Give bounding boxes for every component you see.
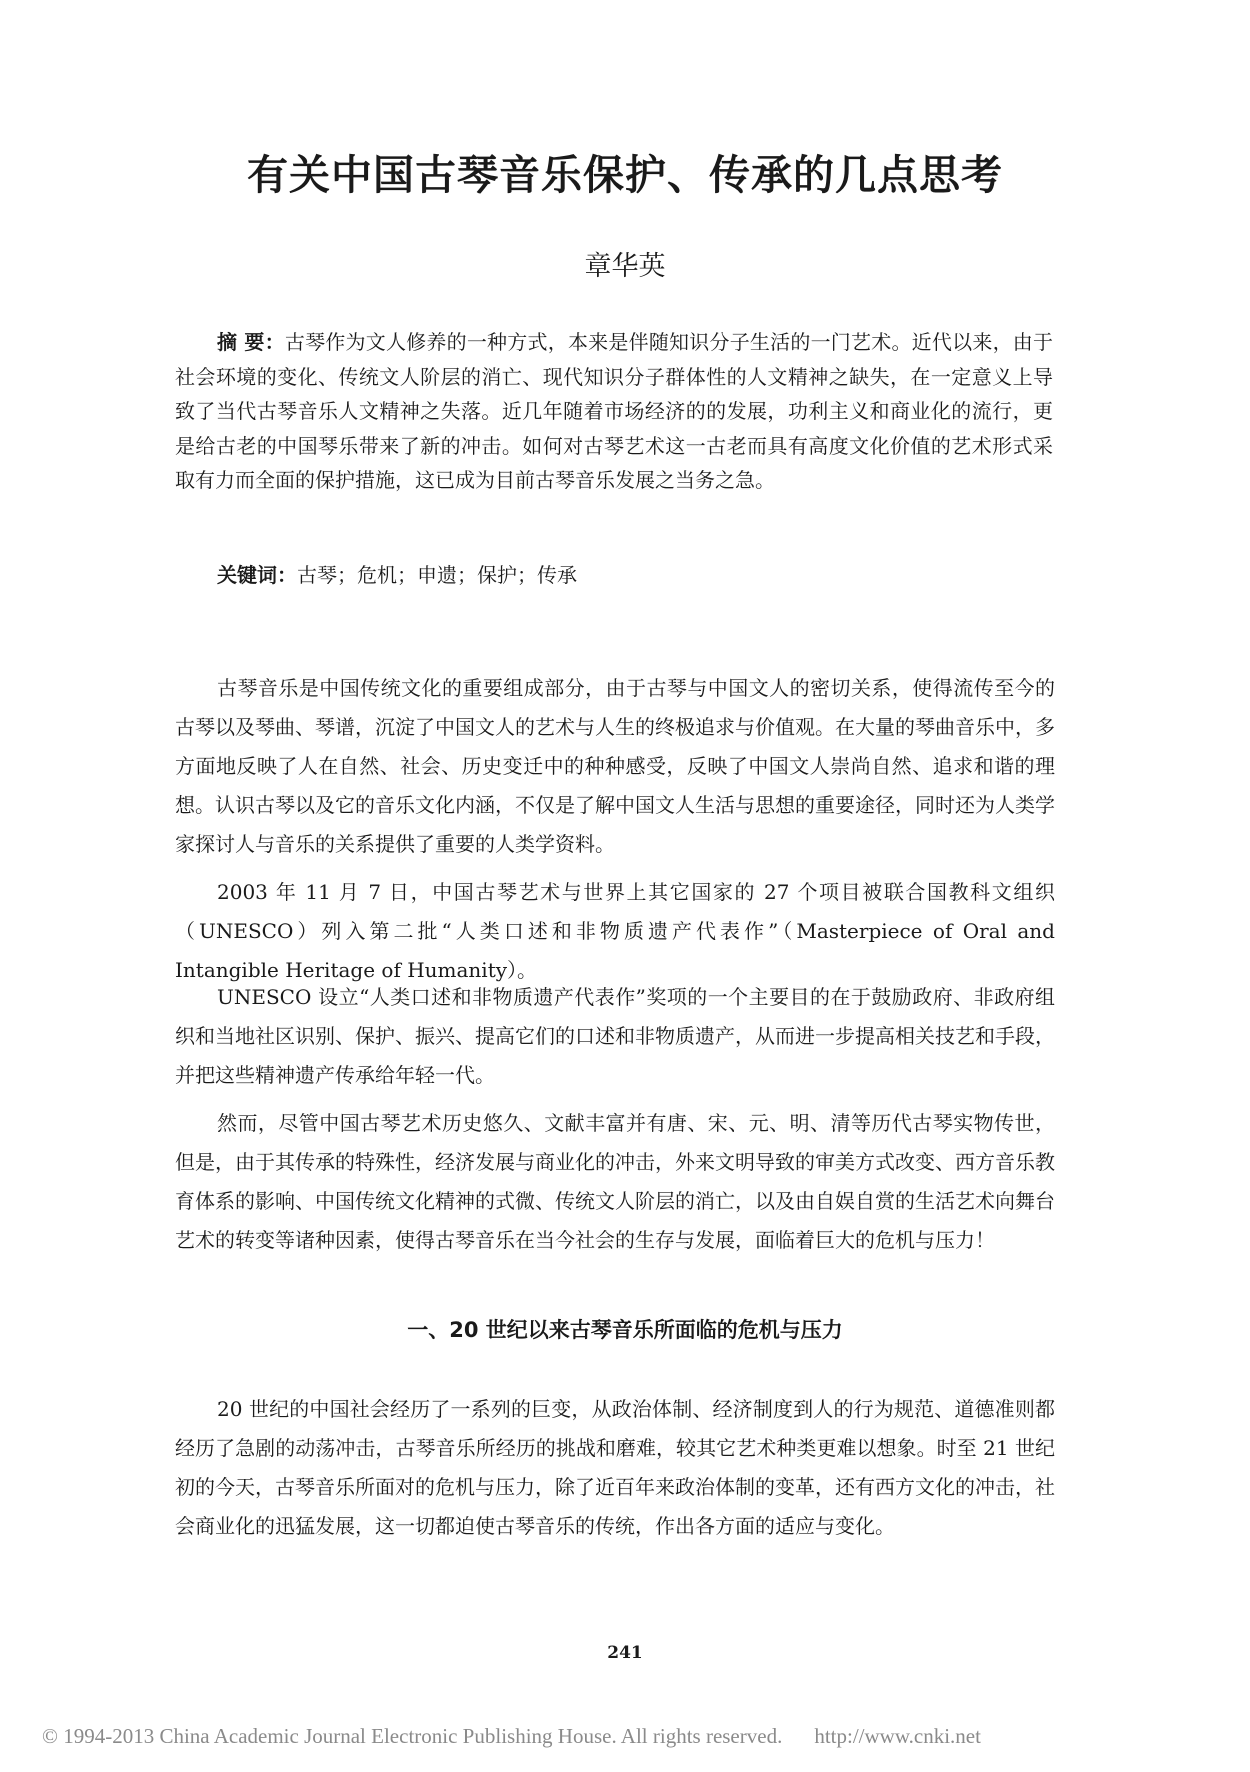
footer-url[interactable]: http://www.cnki.net (814, 1724, 981, 1748)
paper-title: 有关中国古琴音乐保护、传承的几点思考 (247, 151, 1003, 199)
abstract (175, 325, 1053, 498)
abstract-text: 古琴作为文人修养的一种方式，本来是伴随知识分子生活的一门艺术。近代以来，由于社会环境的变化、传统文人阶层的消亡、现代知识分子群体性的人文精神之缺失，在一定意义上导致了当代古琴音乐人文精神之失落。近几年随着市场经济的的发展，功利主义和商业化的流行，更是给古老的中国琴乐带来了新的冲击。如何对古琴艺术这一古老而具有高度文化价值的艺术形式采取有力而全面的保护措施，这已成为目前古琴音乐发展之当务之急。 (175, 330, 1054, 492)
author-name: 章华英 (584, 251, 666, 282)
keywords-label: 关键词： (217, 563, 297, 587)
body-paragraph-5: 20 世纪的中国社会经历了一系列的巨变，从政治体制、经济制度到人的行为规范、道德准则都经历了急剧的动荡冲击，古琴音乐所经历的挑战和磨难，较其它艺术种类更难以想象。时至 21 世纪初的今天，古琴音乐所面对的危机与压力，除了近百年来政治体制的变革，还有西方文化的冲击，社会商业化的迅猛发展，这一切都迫使古琴音乐的传统，作出各方面的适应与变化。 (175, 1397, 1055, 1538)
abstract-label: 摘 要： (217, 330, 285, 354)
footer-copyright: © 1994-2013 China Academic Journal Electronic Publishing House. All rights reserved. (42, 1724, 783, 1748)
keywords-text: 古琴；危机；申遗；保护；传承 (297, 563, 577, 587)
body-paragraph-1: 古琴音乐是中国传统文化的重要组成部分，由于古琴与中国文人的密切关系，使得流传至今的古琴以及琴曲、琴谱，沉淀了中国文人的艺术与人生的终极追求与价值观。在大量的琴曲音乐中，多方面地反映了人在自然、社会、历史变迁中的种种感受，反映了中国文人崇尚自然、追求和谐的理想。认识古琴以及它的音乐文化内涵，不仅是了解中国文人生活与思想的重要途径，同时还为人类学家探讨人与音乐的关系提供了重要的人类学资料。 (175, 676, 1055, 856)
keywords (217, 558, 1053, 592)
footer (42, 1724, 981, 1749)
body-paragraph-2: 2003 年 11 月 7 日，中国古琴艺术与世界上其它国家的 27 个项目被联合国教科文组织（UNESCO）列入第二批“人类口述和非物质遗产代表作”（Masterpiece of Oral and Intangible Heritage of Humanity）。 (175, 880, 1055, 982)
page-number: 241 (607, 1643, 643, 1663)
section-heading: 一、20 世纪以来古琴音乐所面临的危机与压力 (407, 1318, 843, 1342)
body-paragraph-4: 然而，尽管中国古琴艺术历史悠久、文献丰富并有唐、宋、元、明、清等历代古琴实物传世，但是，由于其传承的特殊性，经济发展与商业化的冲击，外来文明导致的审美方式改变、西方音乐教育体系的影响、中国传统文化精神的式微、传统文人阶层的消亡，以及由自娱自赏的生活艺术向舞台艺术的转变等诸种因素，使得古琴音乐在当今社会的生存与发展，面临着巨大的危机与压力！ (175, 1111, 1055, 1252)
body-paragraph-3: UNESCO 设立“人类口述和非物质遗产代表作”奖项的一个主要目的在于鼓励政府、非政府组织和当地社区识别、保护、振兴、提高它们的口述和非物质遗产，从而进一步提高相关技艺和手段，并把这些精神遗产传承给年轻一代。 (175, 985, 1055, 1087)
